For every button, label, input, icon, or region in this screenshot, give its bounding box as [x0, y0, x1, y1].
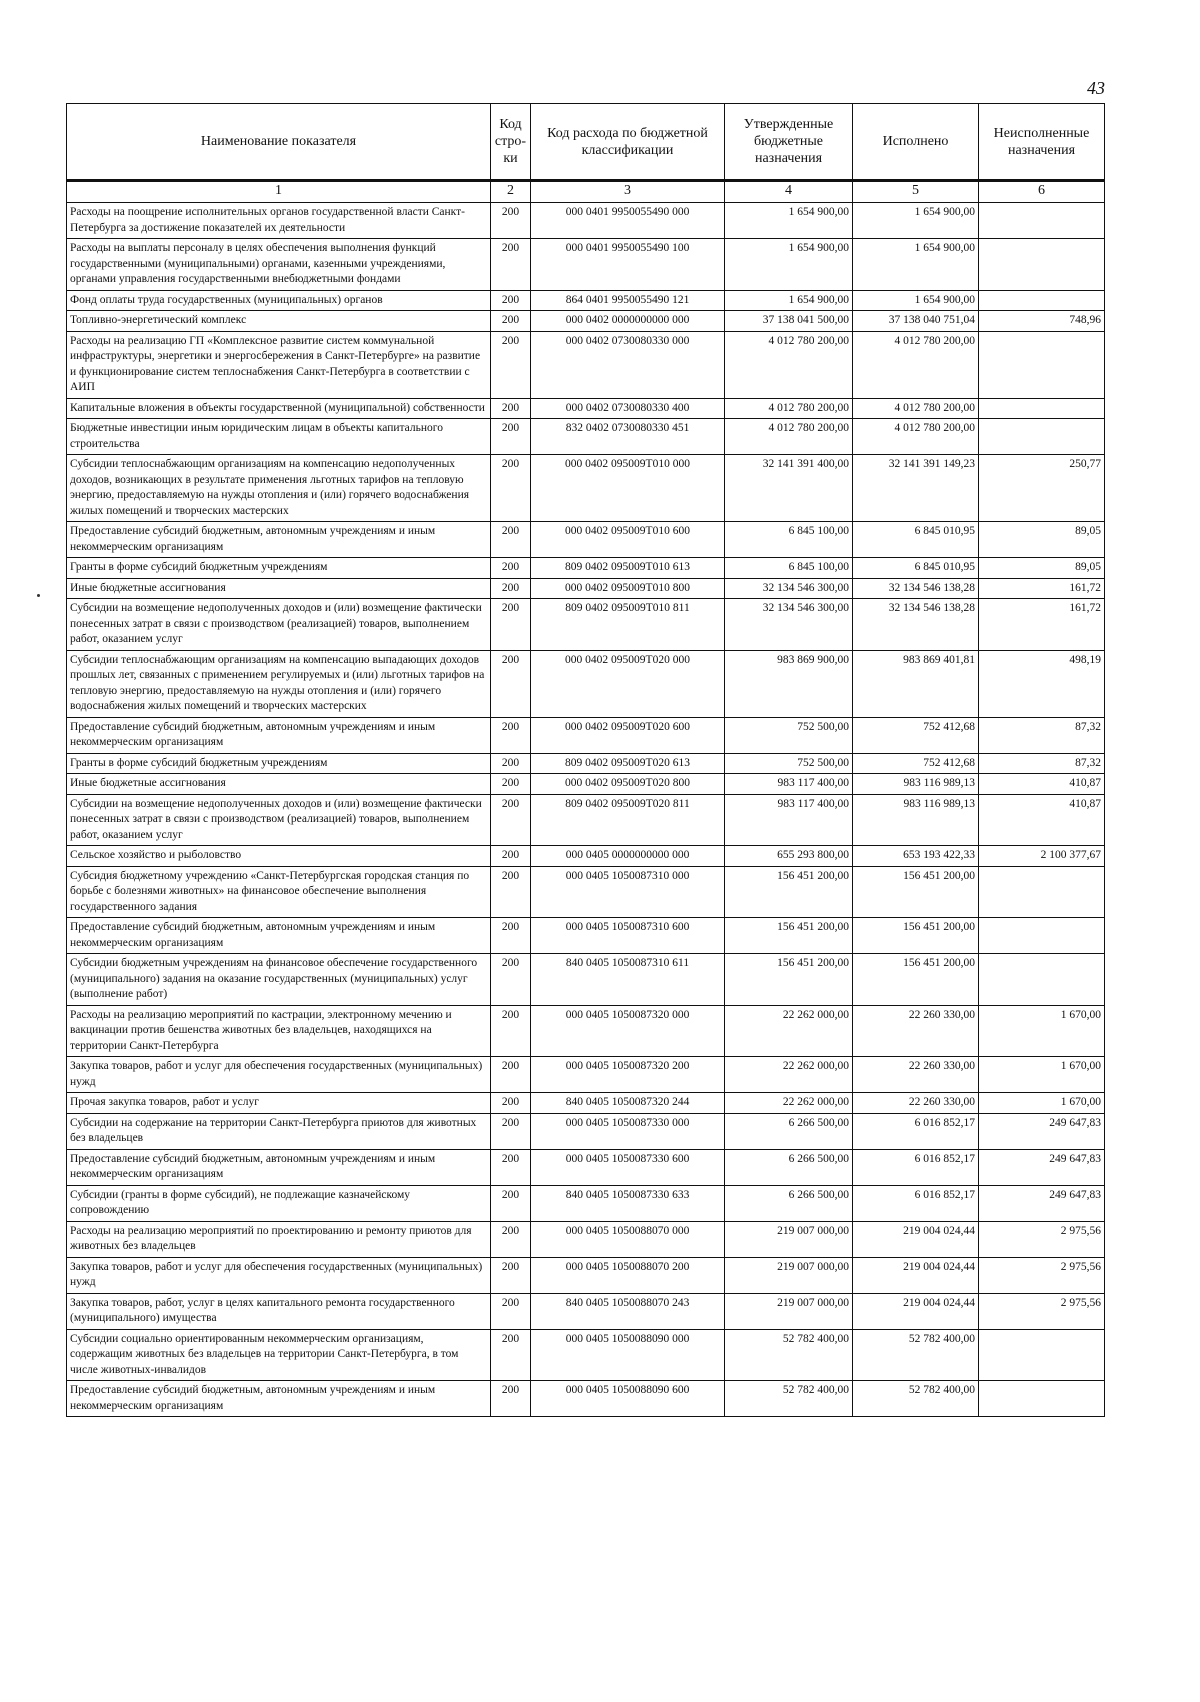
expense-code-cell: 000 0402 095009Т010 000 [531, 455, 725, 522]
line-code-cell: 200 [491, 794, 531, 846]
approved-amount-cell: 22 262 000,00 [725, 1057, 853, 1093]
table-row [67, 558, 1105, 579]
header-indicator-name: Наименование показателя [67, 104, 491, 181]
unexecuted-amount-cell: 1 670,00 [979, 1005, 1105, 1057]
indicator-name-cell: Гранты в форме субсидий бюджетным учреждениям [67, 558, 491, 579]
indicator-name-cell: Иные бюджетные ассигнования [67, 774, 491, 795]
approved-amount-cell: 32 134 546 300,00 [725, 578, 853, 599]
expense-code-cell: 000 0405 1050088090 600 [531, 1381, 725, 1417]
executed-amount-cell: 6 845 010,95 [853, 522, 979, 558]
expense-code-cell: 000 0405 1050087310 600 [531, 918, 725, 954]
line-code-cell: 200 [491, 1149, 531, 1185]
unexecuted-amount-cell: 1 670,00 [979, 1093, 1105, 1114]
expense-code-cell: 000 0402 0730080330 000 [531, 331, 725, 398]
indicator-name-cell: Фонд оплаты труда государственных (муниципальных) органов [67, 290, 491, 311]
executed-amount-cell: 52 782 400,00 [853, 1381, 979, 1417]
approved-amount-cell: 156 451 200,00 [725, 918, 853, 954]
line-code-cell: 200 [491, 1293, 531, 1329]
line-code-cell: 200 [491, 419, 531, 455]
line-code-cell: 200 [491, 846, 531, 867]
expense-code-cell: 000 0402 095009Т020 600 [531, 717, 725, 753]
unexecuted-amount-cell: 161,72 [979, 599, 1105, 651]
indicator-name-cell: Субсидии бюджетным учреждениям на финансовое обеспечение государственного (муниципального) задания на оказание государственных (муниципальных) услуг (выполнение работ) [67, 954, 491, 1006]
header-unexecuted: Неисполненные назначения [979, 104, 1105, 181]
column-number: 6 [979, 181, 1105, 203]
approved-amount-cell: 37 138 041 500,00 [725, 311, 853, 332]
expense-code-cell: 000 0405 1050087320 200 [531, 1057, 725, 1093]
indicator-name-cell: Закупка товаров, работ и услуг для обеспечения государственных (муниципальных) нужд [67, 1057, 491, 1093]
approved-amount-cell: 219 007 000,00 [725, 1257, 853, 1293]
indicator-name-cell: Субсидии теплоснабжающим организациям на компенсацию недополученных доходов, возникающих в результате применения льготных тарифов на тепловую энергию, предоставляемую на нужды отопления и (или) горячего водоснабжения жилых помещений и творческих мастерских [67, 455, 491, 522]
executed-amount-cell: 1 654 900,00 [853, 203, 979, 239]
executed-amount-cell: 32 134 546 138,28 [853, 599, 979, 651]
indicator-name-cell: Сельское хозяйство и рыболовство [67, 846, 491, 867]
indicator-name-cell: Субсидии на содержание на территории Санкт-Петербурга приютов для животных без владельцев [67, 1113, 491, 1149]
approved-amount-cell: 219 007 000,00 [725, 1221, 853, 1257]
executed-amount-cell: 6 845 010,95 [853, 558, 979, 579]
table-row [67, 794, 1105, 846]
expense-code-cell: 000 0405 1050088090 000 [531, 1329, 725, 1381]
table-row [67, 203, 1105, 239]
column-number: 5 [853, 181, 979, 203]
expense-code-cell: 000 0401 9950055490 000 [531, 203, 725, 239]
indicator-name-cell: Иные бюджетные ассигнования [67, 578, 491, 599]
table-row [67, 1221, 1105, 1257]
unexecuted-amount-cell [979, 419, 1105, 455]
line-code-cell: 200 [491, 774, 531, 795]
executed-amount-cell: 653 193 422,33 [853, 846, 979, 867]
expense-code-cell: 000 0402 095009Т020 800 [531, 774, 725, 795]
line-code-cell: 200 [491, 650, 531, 717]
table-row [67, 290, 1105, 311]
expense-code-cell: 840 0405 1050087320 244 [531, 1093, 725, 1114]
table-row [67, 311, 1105, 332]
unexecuted-amount-cell: 2 975,56 [979, 1257, 1105, 1293]
indicator-name-cell: Субсидии (гранты в форме субсидий), не подлежащие казначейскому сопровождению [67, 1185, 491, 1221]
unexecuted-amount-cell: 748,96 [979, 311, 1105, 332]
table-row [67, 1293, 1105, 1329]
line-code-cell: 200 [491, 1329, 531, 1381]
unexecuted-amount-cell: 2 975,56 [979, 1221, 1105, 1257]
executed-amount-cell: 219 004 024,44 [853, 1221, 979, 1257]
approved-amount-cell: 983 869 900,00 [725, 650, 853, 717]
unexecuted-amount-cell [979, 331, 1105, 398]
table-row [67, 753, 1105, 774]
unexecuted-amount-cell: 498,19 [979, 650, 1105, 717]
column-number: 1 [67, 181, 491, 203]
table-row [67, 1005, 1105, 1057]
expense-code-cell: 832 0402 0730080330 451 [531, 419, 725, 455]
approved-amount-cell: 1 654 900,00 [725, 203, 853, 239]
line-code-cell: 200 [491, 1057, 531, 1093]
expense-code-cell: 809 0402 095009Т010 811 [531, 599, 725, 651]
approved-amount-cell: 6 266 500,00 [725, 1113, 853, 1149]
approved-amount-cell: 6 266 500,00 [725, 1185, 853, 1221]
expense-code-cell: 000 0401 9950055490 100 [531, 239, 725, 291]
line-code-cell: 200 [491, 954, 531, 1006]
executed-amount-cell: 22 260 330,00 [853, 1005, 979, 1057]
scan-dot [37, 594, 40, 597]
table-row [67, 398, 1105, 419]
table-row [67, 1113, 1105, 1149]
unexecuted-amount-cell [979, 866, 1105, 918]
executed-amount-cell: 6 016 852,17 [853, 1149, 979, 1185]
approved-amount-cell: 32 134 546 300,00 [725, 599, 853, 651]
approved-amount-cell: 4 012 780 200,00 [725, 419, 853, 455]
line-code-cell: 200 [491, 1093, 531, 1114]
indicator-name-cell: Субсидии теплоснабжающим организациям на компенсацию выпадающих доходов прошлых лет, связанных с применением регулируемых и (или) льготных тарифов на тепловую энергию, предоставляемую на нужды отопления и (или) горячего водоснабжения жилых помещений и творческих мастерских [67, 650, 491, 717]
unexecuted-amount-cell: 410,87 [979, 794, 1105, 846]
unexecuted-amount-cell: 89,05 [979, 522, 1105, 558]
indicator-name-cell: Субсидии социально ориентированным некоммерческим организациям, содержащим животных без владельцев на территории Санкт-Петербурга, в том числе животных-инвалидов [67, 1329, 491, 1381]
line-code-cell: 200 [491, 1381, 531, 1417]
budget-execution-table [66, 103, 1105, 1417]
unexecuted-amount-cell: 249 647,83 [979, 1185, 1105, 1221]
header-approved: Утвержденные бюджетные назначения [725, 104, 853, 181]
expense-code-cell: 000 0402 095009Т010 600 [531, 522, 725, 558]
expense-code-cell: 000 0405 1050087330 000 [531, 1113, 725, 1149]
executed-amount-cell: 983 869 401,81 [853, 650, 979, 717]
table-row [67, 419, 1105, 455]
header-executed: Исполнено [853, 104, 979, 181]
line-code-cell: 200 [491, 1113, 531, 1149]
table-row [67, 650, 1105, 717]
unexecuted-amount-cell: 250,77 [979, 455, 1105, 522]
line-code-cell: 200 [491, 1185, 531, 1221]
approved-amount-cell: 983 117 400,00 [725, 794, 853, 846]
line-code-cell: 200 [491, 753, 531, 774]
unexecuted-amount-cell: 161,72 [979, 578, 1105, 599]
line-code-cell: 200 [491, 578, 531, 599]
line-code-cell: 200 [491, 599, 531, 651]
indicator-name-cell: Расходы на поощрение исполнительных органов государственной власти Санкт-Петербурга за достижение показателей их деятельности [67, 203, 491, 239]
expense-code-cell: 840 0405 1050087330 633 [531, 1185, 725, 1221]
table-row [67, 866, 1105, 918]
line-code-cell: 200 [491, 398, 531, 419]
approved-amount-cell: 1 654 900,00 [725, 290, 853, 311]
unexecuted-amount-cell [979, 1329, 1105, 1381]
line-code-cell: 200 [491, 1221, 531, 1257]
table-row [67, 1257, 1105, 1293]
executed-amount-cell: 4 012 780 200,00 [853, 419, 979, 455]
header-expense-code: Код расхода по бюджетной классификации [531, 104, 725, 181]
approved-amount-cell: 156 451 200,00 [725, 954, 853, 1006]
column-number: 2 [491, 181, 531, 203]
indicator-name-cell: Закупка товаров, работ и услуг для обеспечения государственных (муниципальных) нужд [67, 1257, 491, 1293]
approved-amount-cell: 52 782 400,00 [725, 1329, 853, 1381]
approved-amount-cell: 983 117 400,00 [725, 774, 853, 795]
executed-amount-cell: 52 782 400,00 [853, 1329, 979, 1381]
line-code-cell: 200 [491, 331, 531, 398]
expense-code-cell: 840 0405 1050087310 611 [531, 954, 725, 1006]
column-number: 4 [725, 181, 853, 203]
column-number: 3 [531, 181, 725, 203]
table-row [67, 239, 1105, 291]
executed-amount-cell: 1 654 900,00 [853, 290, 979, 311]
executed-amount-cell: 22 260 330,00 [853, 1057, 979, 1093]
indicator-name-cell: Предоставление субсидий бюджетным, автономным учреждениям и иным некоммерческим организациям [67, 717, 491, 753]
line-code-cell: 200 [491, 203, 531, 239]
table-row [67, 1057, 1105, 1093]
approved-amount-cell: 22 262 000,00 [725, 1093, 853, 1114]
executed-amount-cell: 4 012 780 200,00 [853, 398, 979, 419]
unexecuted-amount-cell [979, 290, 1105, 311]
executed-amount-cell: 156 451 200,00 [853, 918, 979, 954]
indicator-name-cell: Предоставление субсидий бюджетным, автономным учреждениям и иным некоммерческим организациям [67, 1149, 491, 1185]
approved-amount-cell: 52 782 400,00 [725, 1381, 853, 1417]
approved-amount-cell: 752 500,00 [725, 717, 853, 753]
unexecuted-amount-cell: 1 670,00 [979, 1057, 1105, 1093]
executed-amount-cell: 37 138 040 751,04 [853, 311, 979, 332]
indicator-name-cell: Расходы на выплаты персоналу в целях обеспечения выполнения функций государственными (муниципальными) органами, казенными учреждениями, органами управления государственными внебюджетными фондами [67, 239, 491, 291]
indicator-name-cell: Прочая закупка товаров, работ и услуг [67, 1093, 491, 1114]
executed-amount-cell: 219 004 024,44 [853, 1293, 979, 1329]
unexecuted-amount-cell: 87,32 [979, 717, 1105, 753]
table-row [67, 331, 1105, 398]
table-row [67, 455, 1105, 522]
executed-amount-cell: 1 654 900,00 [853, 239, 979, 291]
expense-code-cell: 000 0405 1050088070 200 [531, 1257, 725, 1293]
expense-code-cell: 809 0402 095009Т020 811 [531, 794, 725, 846]
indicator-name-cell: Предоставление субсидий бюджетным, автономным учреждениям и иным некоммерческим организациям [67, 1381, 491, 1417]
line-code-cell: 200 [491, 1257, 531, 1293]
indicator-name-cell: Предоставление субсидий бюджетным, автономным учреждениям и иным некоммерческим организациям [67, 522, 491, 558]
unexecuted-amount-cell: 89,05 [979, 558, 1105, 579]
unexecuted-amount-cell: 249 647,83 [979, 1149, 1105, 1185]
executed-amount-cell: 219 004 024,44 [853, 1257, 979, 1293]
executed-amount-cell: 22 260 330,00 [853, 1093, 979, 1114]
executed-amount-cell: 6 016 852,17 [853, 1113, 979, 1149]
table-row [67, 918, 1105, 954]
expense-code-cell: 000 0405 0000000000 000 [531, 846, 725, 867]
approved-amount-cell: 32 141 391 400,00 [725, 455, 853, 522]
executed-amount-cell: 156 451 200,00 [853, 954, 979, 1006]
approved-amount-cell: 6 845 100,00 [725, 558, 853, 579]
unexecuted-amount-cell: 2 975,56 [979, 1293, 1105, 1329]
executed-amount-cell: 156 451 200,00 [853, 866, 979, 918]
expense-code-cell: 000 0405 1050087320 000 [531, 1005, 725, 1057]
unexecuted-amount-cell [979, 1381, 1105, 1417]
executed-amount-cell: 32 141 391 149,23 [853, 455, 979, 522]
unexecuted-amount-cell [979, 954, 1105, 1006]
table-row [67, 1093, 1105, 1114]
expense-code-cell: 000 0402 0000000000 000 [531, 311, 725, 332]
executed-amount-cell: 983 116 989,13 [853, 794, 979, 846]
approved-amount-cell: 156 451 200,00 [725, 866, 853, 918]
executed-amount-cell: 6 016 852,17 [853, 1185, 979, 1221]
table-row [67, 774, 1105, 795]
unexecuted-amount-cell [979, 239, 1105, 291]
expense-code-cell: 000 0405 1050087330 600 [531, 1149, 725, 1185]
executed-amount-cell: 752 412,68 [853, 753, 979, 774]
table-row [67, 522, 1105, 558]
table-row [67, 846, 1105, 867]
line-code-cell: 200 [491, 558, 531, 579]
expense-code-cell: 000 0402 0730080330 400 [531, 398, 725, 419]
expense-code-cell: 000 0405 1050088070 000 [531, 1221, 725, 1257]
expense-code-cell: 809 0402 095009Т020 613 [531, 753, 725, 774]
line-code-cell: 200 [491, 239, 531, 291]
line-code-cell: 200 [491, 290, 531, 311]
executed-amount-cell: 4 012 780 200,00 [853, 331, 979, 398]
line-code-cell: 200 [491, 1005, 531, 1057]
table-row [67, 1381, 1105, 1417]
header-line-code: Код стро-ки [491, 104, 531, 181]
table-row [67, 599, 1105, 651]
unexecuted-amount-cell [979, 398, 1105, 419]
unexecuted-amount-cell: 249 647,83 [979, 1113, 1105, 1149]
column-number-row [67, 181, 1105, 203]
indicator-name-cell: Субсидии на возмещение недополученных доходов и (или) возмещение фактически понесенных затрат в связи с производством (реализацией) товаров, выполнением работ, оказанием услуг [67, 599, 491, 651]
expense-code-cell: 840 0405 1050088070 243 [531, 1293, 725, 1329]
table-row [67, 578, 1105, 599]
executed-amount-cell: 752 412,68 [853, 717, 979, 753]
indicator-name-cell: Расходы на реализацию мероприятий по проектированию и ремонту приютов для животных без владельцев [67, 1221, 491, 1257]
line-code-cell: 200 [491, 311, 531, 332]
line-code-cell: 200 [491, 866, 531, 918]
table-row [67, 1149, 1105, 1185]
approved-amount-cell: 1 654 900,00 [725, 239, 853, 291]
approved-amount-cell: 655 293 800,00 [725, 846, 853, 867]
indicator-name-cell: Гранты в форме субсидий бюджетным учреждениям [67, 753, 491, 774]
approved-amount-cell: 22 262 000,00 [725, 1005, 853, 1057]
unexecuted-amount-cell: 2 100 377,67 [979, 846, 1105, 867]
table-header-row [67, 104, 1105, 181]
indicator-name-cell: Расходы на реализацию ГП «Комплексное развитие систем коммунальной инфраструктуры, энергетики и энергосбережения в Санкт-Петербурге» на развитие и функционирование систем теплоснабжения Санкт-Петербурга в соответствии с АИП [67, 331, 491, 398]
table-row [67, 954, 1105, 1006]
executed-amount-cell: 32 134 546 138,28 [853, 578, 979, 599]
unexecuted-amount-cell: 410,87 [979, 774, 1105, 795]
line-code-cell: 200 [491, 717, 531, 753]
line-code-cell: 200 [491, 522, 531, 558]
indicator-name-cell: Топливно-энергетический комплекс [67, 311, 491, 332]
table-row [67, 717, 1105, 753]
indicator-name-cell: Закупка товаров, работ, услуг в целях капитального ремонта государственного (муниципального) имущества [67, 1293, 491, 1329]
indicator-name-cell: Субсидия бюджетному учреждению «Санкт-Петербургская городская станция по борьбе с болезнями животных» на финансовое обеспечение выполнения государственного задания [67, 866, 491, 918]
approved-amount-cell: 6 845 100,00 [725, 522, 853, 558]
line-code-cell: 200 [491, 918, 531, 954]
expense-code-cell: 000 0402 095009Т020 000 [531, 650, 725, 717]
indicator-name-cell: Расходы на реализацию мероприятий по кастрации, электронному мечению и вакцинации против бешенства животных без владельцев, находящихся на территории Санкт-Петербурга [67, 1005, 491, 1057]
expense-code-cell: 809 0402 095009Т010 613 [531, 558, 725, 579]
unexecuted-amount-cell [979, 203, 1105, 239]
expense-code-cell: 000 0405 1050087310 000 [531, 866, 725, 918]
approved-amount-cell: 752 500,00 [725, 753, 853, 774]
approved-amount-cell: 4 012 780 200,00 [725, 398, 853, 419]
unexecuted-amount-cell [979, 918, 1105, 954]
indicator-name-cell: Предоставление субсидий бюджетным, автономным учреждениям и иным некоммерческим организациям [67, 918, 491, 954]
approved-amount-cell: 4 012 780 200,00 [725, 331, 853, 398]
table-row [67, 1185, 1105, 1221]
expense-code-cell: 000 0402 095009Т010 800 [531, 578, 725, 599]
unexecuted-amount-cell: 87,32 [979, 753, 1105, 774]
indicator-name-cell: Капитальные вложения в объекты государственной (муниципальной) собственности [67, 398, 491, 419]
indicator-name-cell: Субсидии на возмещение недополученных доходов и (или) возмещение фактически понесенных затрат в связи с производством (реализацией) товаров, выполнением работ, оказанием услуг [67, 794, 491, 846]
indicator-name-cell: Бюджетные инвестиции иным юридическим лицам в объекты капитального строительства [67, 419, 491, 455]
expense-code-cell: 864 0401 9950055490 121 [531, 290, 725, 311]
line-code-cell: 200 [491, 455, 531, 522]
approved-amount-cell: 219 007 000,00 [725, 1293, 853, 1329]
page-number: 43 [1087, 78, 1105, 98]
executed-amount-cell: 983 116 989,13 [853, 774, 979, 795]
table-row [67, 1329, 1105, 1381]
approved-amount-cell: 6 266 500,00 [725, 1149, 853, 1185]
